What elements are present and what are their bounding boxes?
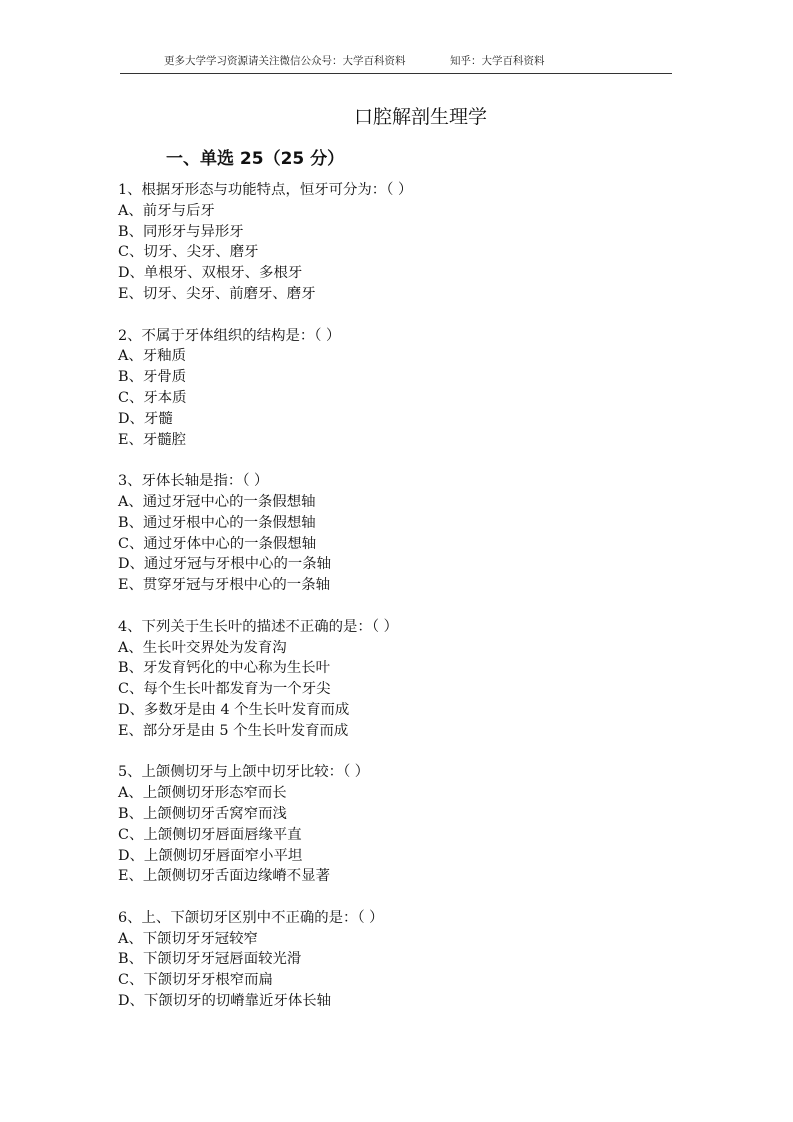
header-promo-text: 更多大学学习资源请关注微信公众号：大学百科资料 [164,55,406,67]
option-b: B、上颌侧切牙舌窝窄而浅 [118,805,287,822]
option-b: B、通过牙根中心的一条假想轴 [118,514,316,531]
question-3 [118,471,678,596]
section-heading: 一、单选 25（25 分） [166,149,345,169]
option-d: D、多数牙是由 4 个生长叶发育而成 [118,701,350,718]
question-list [118,180,678,1033]
option-e: E、部分牙是由 5 个生长叶发育而成 [118,722,349,739]
option-a: A、生长叶交界处为发育沟 [118,639,287,656]
option-b: B、同形牙与异形牙 [118,223,244,240]
option-e: E、牙髓腔 [118,431,187,448]
option-e: E、贯穿牙冠与牙根中心的一条轴 [118,577,330,594]
option-c: C、每个生长叶都发育为一个牙尖 [118,681,331,698]
option-a: A、牙釉质 [118,348,186,365]
option-a: A、上颌侧切牙形态窄而长 [118,785,287,802]
question-2 [118,326,678,451]
question-stem: 6、上、下颌切牙区别中不正确的是：（ ） [118,909,384,926]
option-d: D、牙髓 [118,410,173,427]
option-e: E、切牙、尖牙、前磨牙、磨牙 [118,285,316,302]
option-b: B、牙发育钙化的中心称为生长叶 [118,660,331,677]
question-stem: 5、上颌侧切牙与上颌中切牙比较：（ ） [118,764,370,781]
option-c: C、下颌切牙牙根窄而扁 [118,972,273,989]
header-zhihu-text: 知乎：大学百科资料 [450,55,545,67]
question-stem: 4、下列关于生长叶的描述不正确的是：（ ） [118,618,398,635]
document-title: 口腔解剖生理学 [353,106,487,128]
option-c: C、上颌侧切牙唇面唇缘平直 [118,826,302,843]
option-e: E、上颌侧切牙舌面边缘嵴不显著 [118,868,330,885]
option-d: D、通过牙冠与牙根中心的一条轴 [118,556,332,573]
question-5 [118,762,678,887]
page-header [120,54,672,74]
option-a: A、前牙与后牙 [118,202,215,219]
question-6 [118,908,678,1012]
option-d: D、下颌切牙的切嵴靠近牙体长轴 [118,993,332,1010]
option-b: B、牙骨质 [118,369,187,386]
option-b: B、下颌切牙牙冠唇面较光滑 [118,951,302,968]
option-c: C、牙本质 [118,389,187,406]
option-c: C、切牙、尖牙、磨牙 [118,244,259,261]
question-1 [118,180,678,305]
option-a: A、下颌切牙牙冠较窄 [118,930,258,947]
question-stem: 1、根据牙形态与功能特点，恒牙可分为：（ ） [118,182,413,198]
question-stem: 2、不属于牙体组织的结构是：（ ） [118,327,341,344]
option-a: A、通过牙冠中心的一条假想轴 [118,493,316,510]
option-c: C、通过牙体中心的一条假想轴 [118,535,317,552]
option-d: D、单根牙、双根牙、多根牙 [118,265,303,282]
option-d: D、上颌侧切牙唇面窄小平坦 [118,847,303,864]
question-stem: 3、牙体长轴是指：（ ） [118,473,269,490]
header-divider [120,73,672,74]
question-4 [118,617,678,742]
